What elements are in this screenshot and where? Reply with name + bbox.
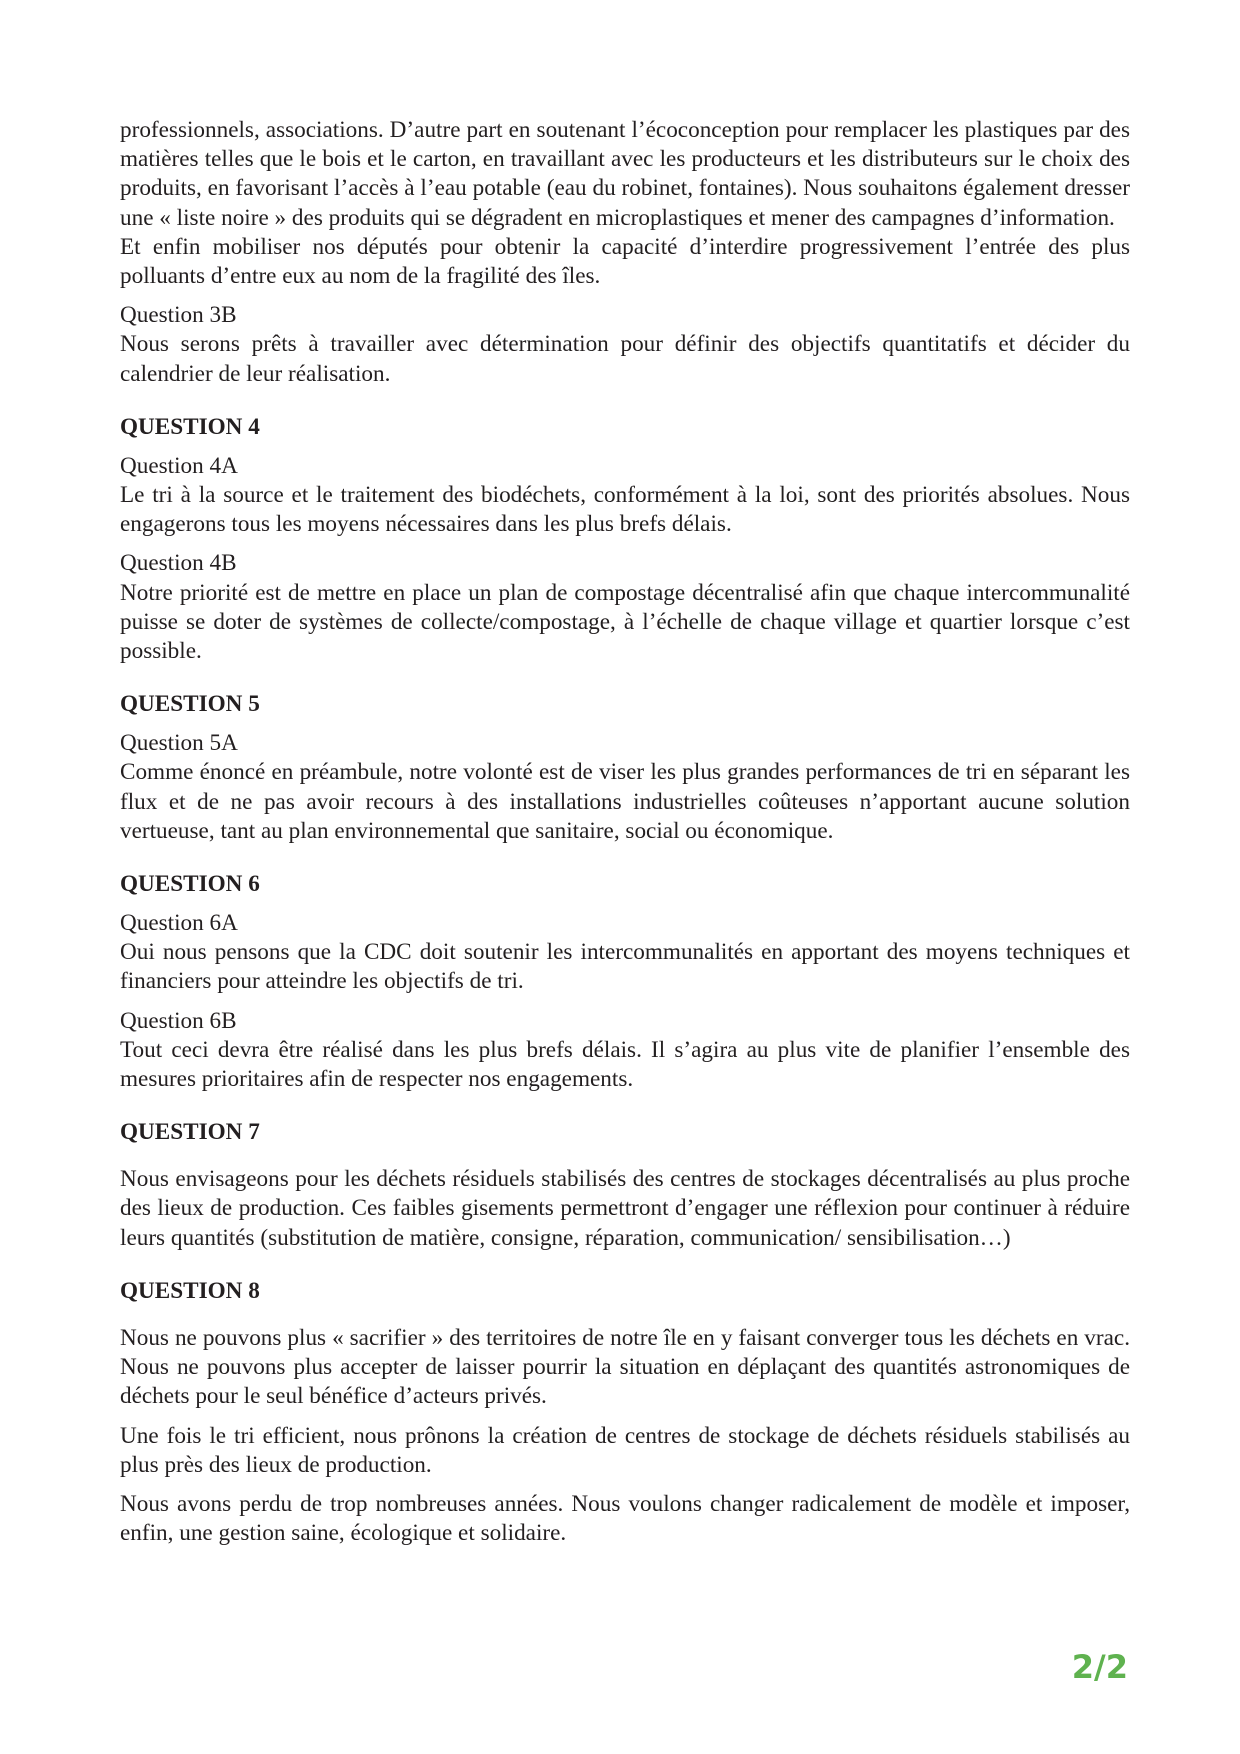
question-8-paragraph-1: Nous ne pouvons plus « sacrifier » des territoires de notre île en y faisant converger tous les déchets en vrac. Nous ne pouvons plus accepter de laisser pourrir la situation en déplaçant des quantités astronomiques de déchets pour le seul bénéfice d’acteurs privés. (120, 1324, 1130, 1410)
intro-paragraph-2: Et enfin mobiliser nos députés pour obtenir la capacité d’interdire progressivement l’entrée des plus polluants d’entre eux au nom de la fragilité des îles. (120, 233, 1130, 290)
question-5a-text: Comme énoncé en préambule, notre volonté est de viser les plus grandes performances de tri en séparant les flux et de ne pas avoir recours à des installations industrielles coûteuses n’apportant aucune solution vertueuse, tant au plan environnemental que sanitaire, social ou économique. (120, 759, 1130, 844)
question-6-heading: QUESTION 6 (120, 871, 260, 898)
section-question-3b (120, 301, 1130, 389)
intro-paragraph-1: professionnels, associations. D’autre part en soutenant l’écoconception pour remplacer les plastiques par des matières telles que le bois et le carton, en travaillant avec les producteurs et les distributeurs sur le choix des produits, en favorisant l’accès à l’eau potable (eau du robinet, fontaines). Nous souhaitons également dresser une « liste noire » des produits qui se dégradent en microplastiques et mener des campagnes d’information. (120, 117, 1130, 231)
section-question-8 (120, 1277, 1130, 1548)
question-7-text: Nous envisageons pour les déchets résiduels stabilisés des centres de stockages décentralisés au plus proche des lieux de production. Ces faibles gisements permettront d’engager une réflexion pour continuer à réduire leurs quantités (substitution de matière, consigne, réparation, communication/ sensibilisation…) (120, 1166, 1130, 1251)
question-6a-text: Oui nous pensons que la CDC doit soutenir les intercommunalités en apportant des moyens techniques et financiers pour atteindre les objectifs de tri. (120, 939, 1130, 995)
question-5-heading: QUESTION 5 (120, 691, 260, 718)
section-question-4 (120, 413, 1130, 666)
question-8-heading: QUESTION 8 (120, 1277, 260, 1304)
question-3b-label: Question 3B (120, 302, 237, 329)
question-6b-text: Tout ceci devra être réalisé dans les plus brefs délais. Il s’agira au plus vite de planifier l’ensemble des mesures prioritaires afin de respecter nos engagements. (120, 1036, 1130, 1093)
section-question-6 (120, 870, 1130, 1094)
question-4b-text: Notre priorité est de mettre en place un plan de compostage décentralisé afin que chaque intercommunalité puisse se doter de systèmes de collecte/compostage, à l’échelle de chaque village et quartier lorsque c’est possible. (120, 579, 1130, 665)
question-5a-label: Question 5A (120, 730, 238, 757)
question-3b-text: Nous serons prêts à travailler avec détermination pour définir des objectifs quantitatifs et décider du calendrier de leur réalisation. (120, 331, 1130, 387)
question-6b-label: Question 6B (120, 1007, 237, 1034)
question-4a-text: Le tri à la source et le traitement des biodéchets, conformément à la loi, sont des priorités absolues. Nous engagerons tous les moyens nécessaires dans les plus brefs délais. (120, 482, 1130, 538)
question-6a-label: Question 6A (120, 910, 238, 937)
question-4a-label: Question 4A (120, 452, 238, 479)
section-question-5 (120, 690, 1130, 846)
document-body (120, 116, 1130, 1548)
question-7-heading: QUESTION 7 (120, 1119, 260, 1146)
question-8-paragraph-3: Nous avons perdu de trop nombreuses années. Nous voulons changer radicalement de modèle et imposer, enfin, une gestion saine, écologique et solidaire. (120, 1490, 1130, 1547)
question-4-heading: QUESTION 4 (120, 413, 260, 440)
section-question-7 (120, 1118, 1130, 1253)
question-8-paragraph-2: Une fois le tri efficient, nous prônons la création de centres de stockage de déchets résiduels stabilisés au plus près des lieux de production. (120, 1422, 1130, 1478)
page-number: 2/2 (1071, 1648, 1128, 1686)
question-4b-label: Question 4B (120, 550, 237, 577)
